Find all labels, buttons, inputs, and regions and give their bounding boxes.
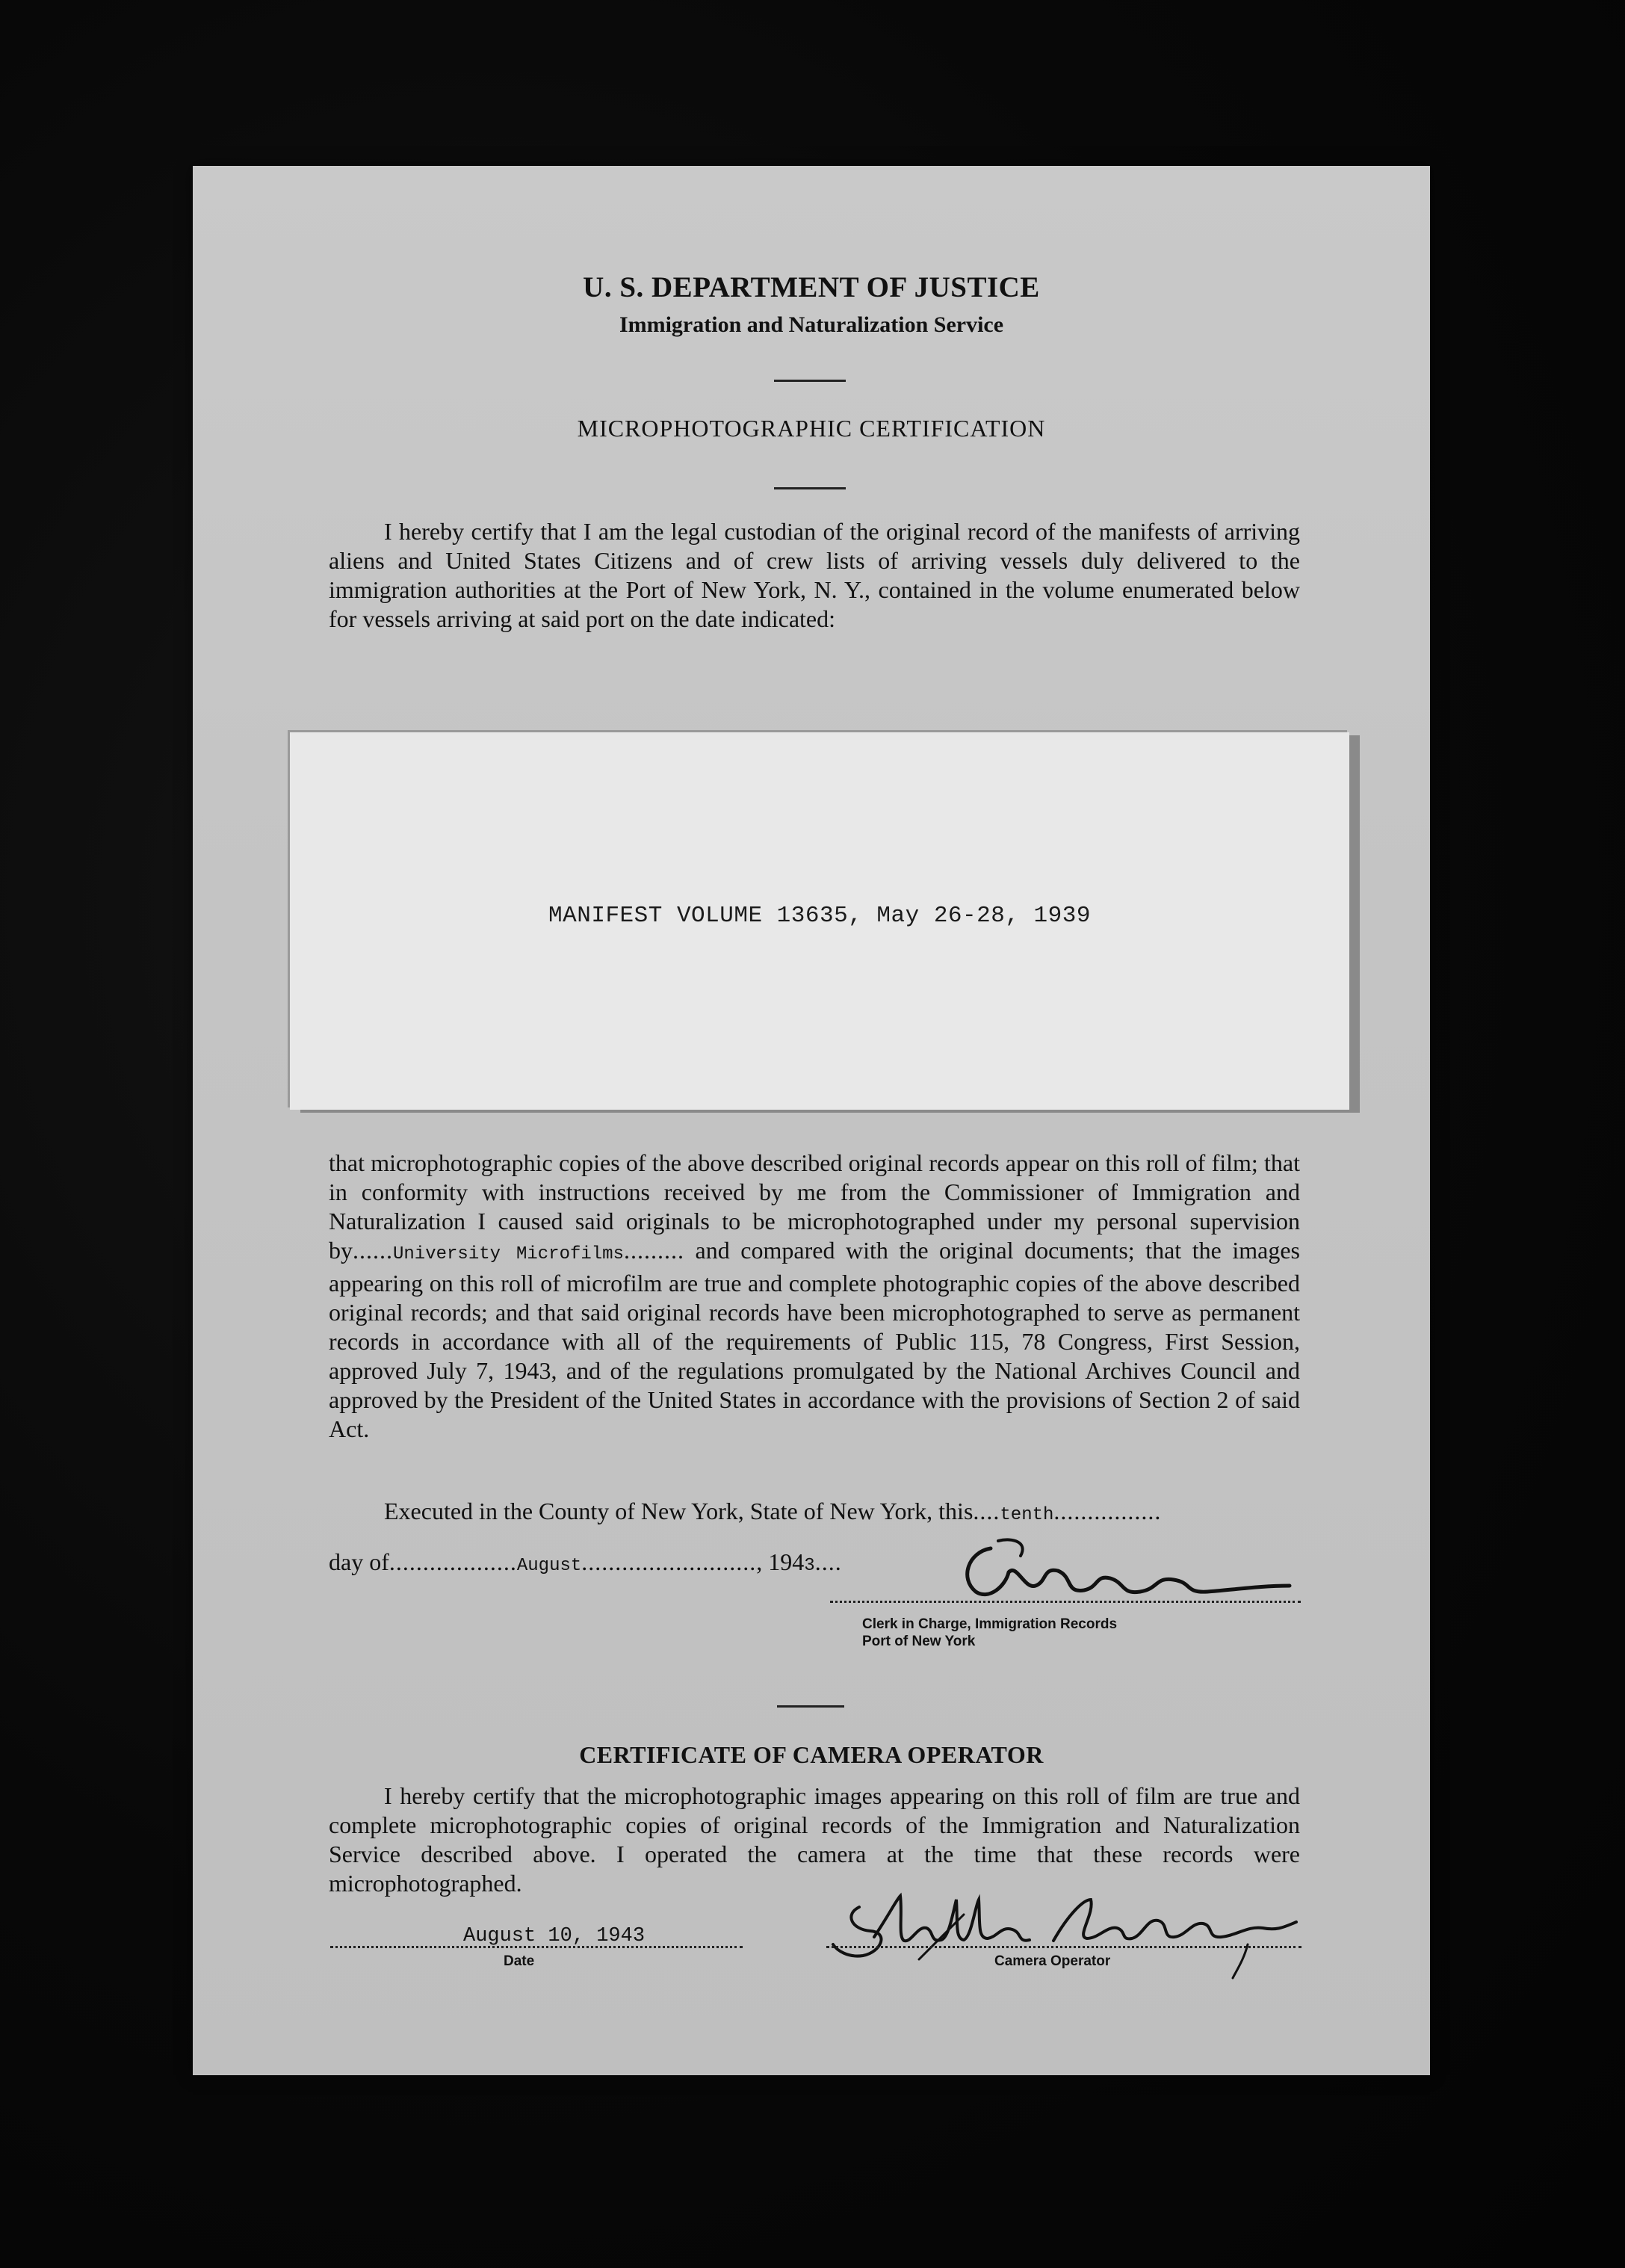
executed-line: Executed in the County of New York, State of New York, this....tenth................: [384, 1498, 1162, 1525]
operator-date: August 10, 1943: [463, 1925, 646, 1947]
clerk-caption: [862, 1616, 1117, 1650]
divider: [774, 380, 846, 382]
day-of-line: day of...................August.........................., 1943....: [329, 1548, 842, 1576]
date-caption: Date: [504, 1953, 535, 1969]
executed-day: tenth: [1000, 1505, 1054, 1525]
manifest-label-card: [290, 732, 1349, 1110]
camera-operator-heading: CERTIFICATE OF CAMERA OPERATOR: [579, 1741, 1044, 1768]
certification-body-part1: that microphotographic copies of the above described original records appear on this roll of film; that in conformity with instructions received by me from the Commissioner of Immigration and Naturalization I caused said originals to be microphotographed under my personal supervision by: [329, 1149, 1300, 1264]
certificate-page: [193, 166, 1430, 2075]
executed-text: Executed in the County of New York, State of New York, this: [384, 1498, 974, 1524]
clerk-title: Clerk in Charge, Immigration Records: [862, 1616, 1118, 1632]
camera-operator-caption: Camera Operator: [994, 1953, 1111, 1969]
camera-operator-statement: I hereby certify that the microphotographic images appearing on this roll of film are true and complete microphotographic copies of original records of the Immigration and Naturalization Service described above. I operated the camera at the time that these records were microphotographed.: [329, 1782, 1300, 1897]
clerk-signature-line: [830, 1601, 1301, 1603]
year-prefix: 194: [768, 1548, 805, 1575]
year-suffix: 3: [804, 1556, 815, 1576]
divider: [774, 487, 846, 489]
camera-operator-signature-line: [826, 1946, 1301, 1948]
custodian-statement: I hereby certify that I am the legal custodian of the original record of the manifests of arriving aliens and United States Citizens and of crew lists of arriving vessels duly delivered to the immigration authorities at the Port of New York, N. Y., contained in the volume enumerated below for vessels arriving at said port on the date indicated:: [329, 518, 1300, 632]
certification-body: that microphotographic copies of the above described original records appear on this roll of film; that in conformity with instructions received by me from the Commissioner of Immigration and Naturalization I caused said originals to be microphotographed under my personal supervision by......University Microfilms......... and compared with the original documents; that the images appearing on this roll of microfilm are true and complete photographic copies of the above described original records; and that said original records have been microphotographed to serve as permanent records in accordance with all of the requirements of Public 115, 78 Congress, First Session, approved July 7, 1943, and of the regulations promulgated by the National Archives Council and approved by the President of the United States in accordance with the provisions of Section 2 of said Act.: [329, 1149, 1301, 1442]
clerk-signature: [946, 1533, 1297, 1608]
department-title: U. S. DEPARTMENT OF JUSTICE: [583, 271, 1040, 303]
service-subtitle: Immigration and Naturalization Service: [619, 312, 1004, 337]
manifest-volume-label: MANIFEST VOLUME 13635, May 26-28, 1939: [548, 903, 1091, 929]
divider: [777, 1705, 844, 1708]
certification-body-part2: and compared with the original documents; that the images appearing on this roll of microfilm are true and complete photographic copies of the above described original records; and that said original records have been microphotographed to serve as permanent records in accordance with all of the requirements of Public 115, 78 Congress, First Session, approved July 7, 1943, and of the regulations promulgated by the National Archives Council and approved by the President of the United States in accordance with the provisions of Section 2 of said Act.: [329, 1237, 1301, 1442]
clerk-port: Port of New York: [862, 1634, 976, 1649]
day-of-label: day of: [329, 1548, 389, 1575]
execution-month: August: [516, 1556, 582, 1576]
date-line: [330, 1946, 743, 1948]
certification-heading: MICROPHOTOGRAPHIC CERTIFICATION: [577, 415, 1046, 442]
supervisor-name: University Microfilms: [393, 1244, 624, 1264]
